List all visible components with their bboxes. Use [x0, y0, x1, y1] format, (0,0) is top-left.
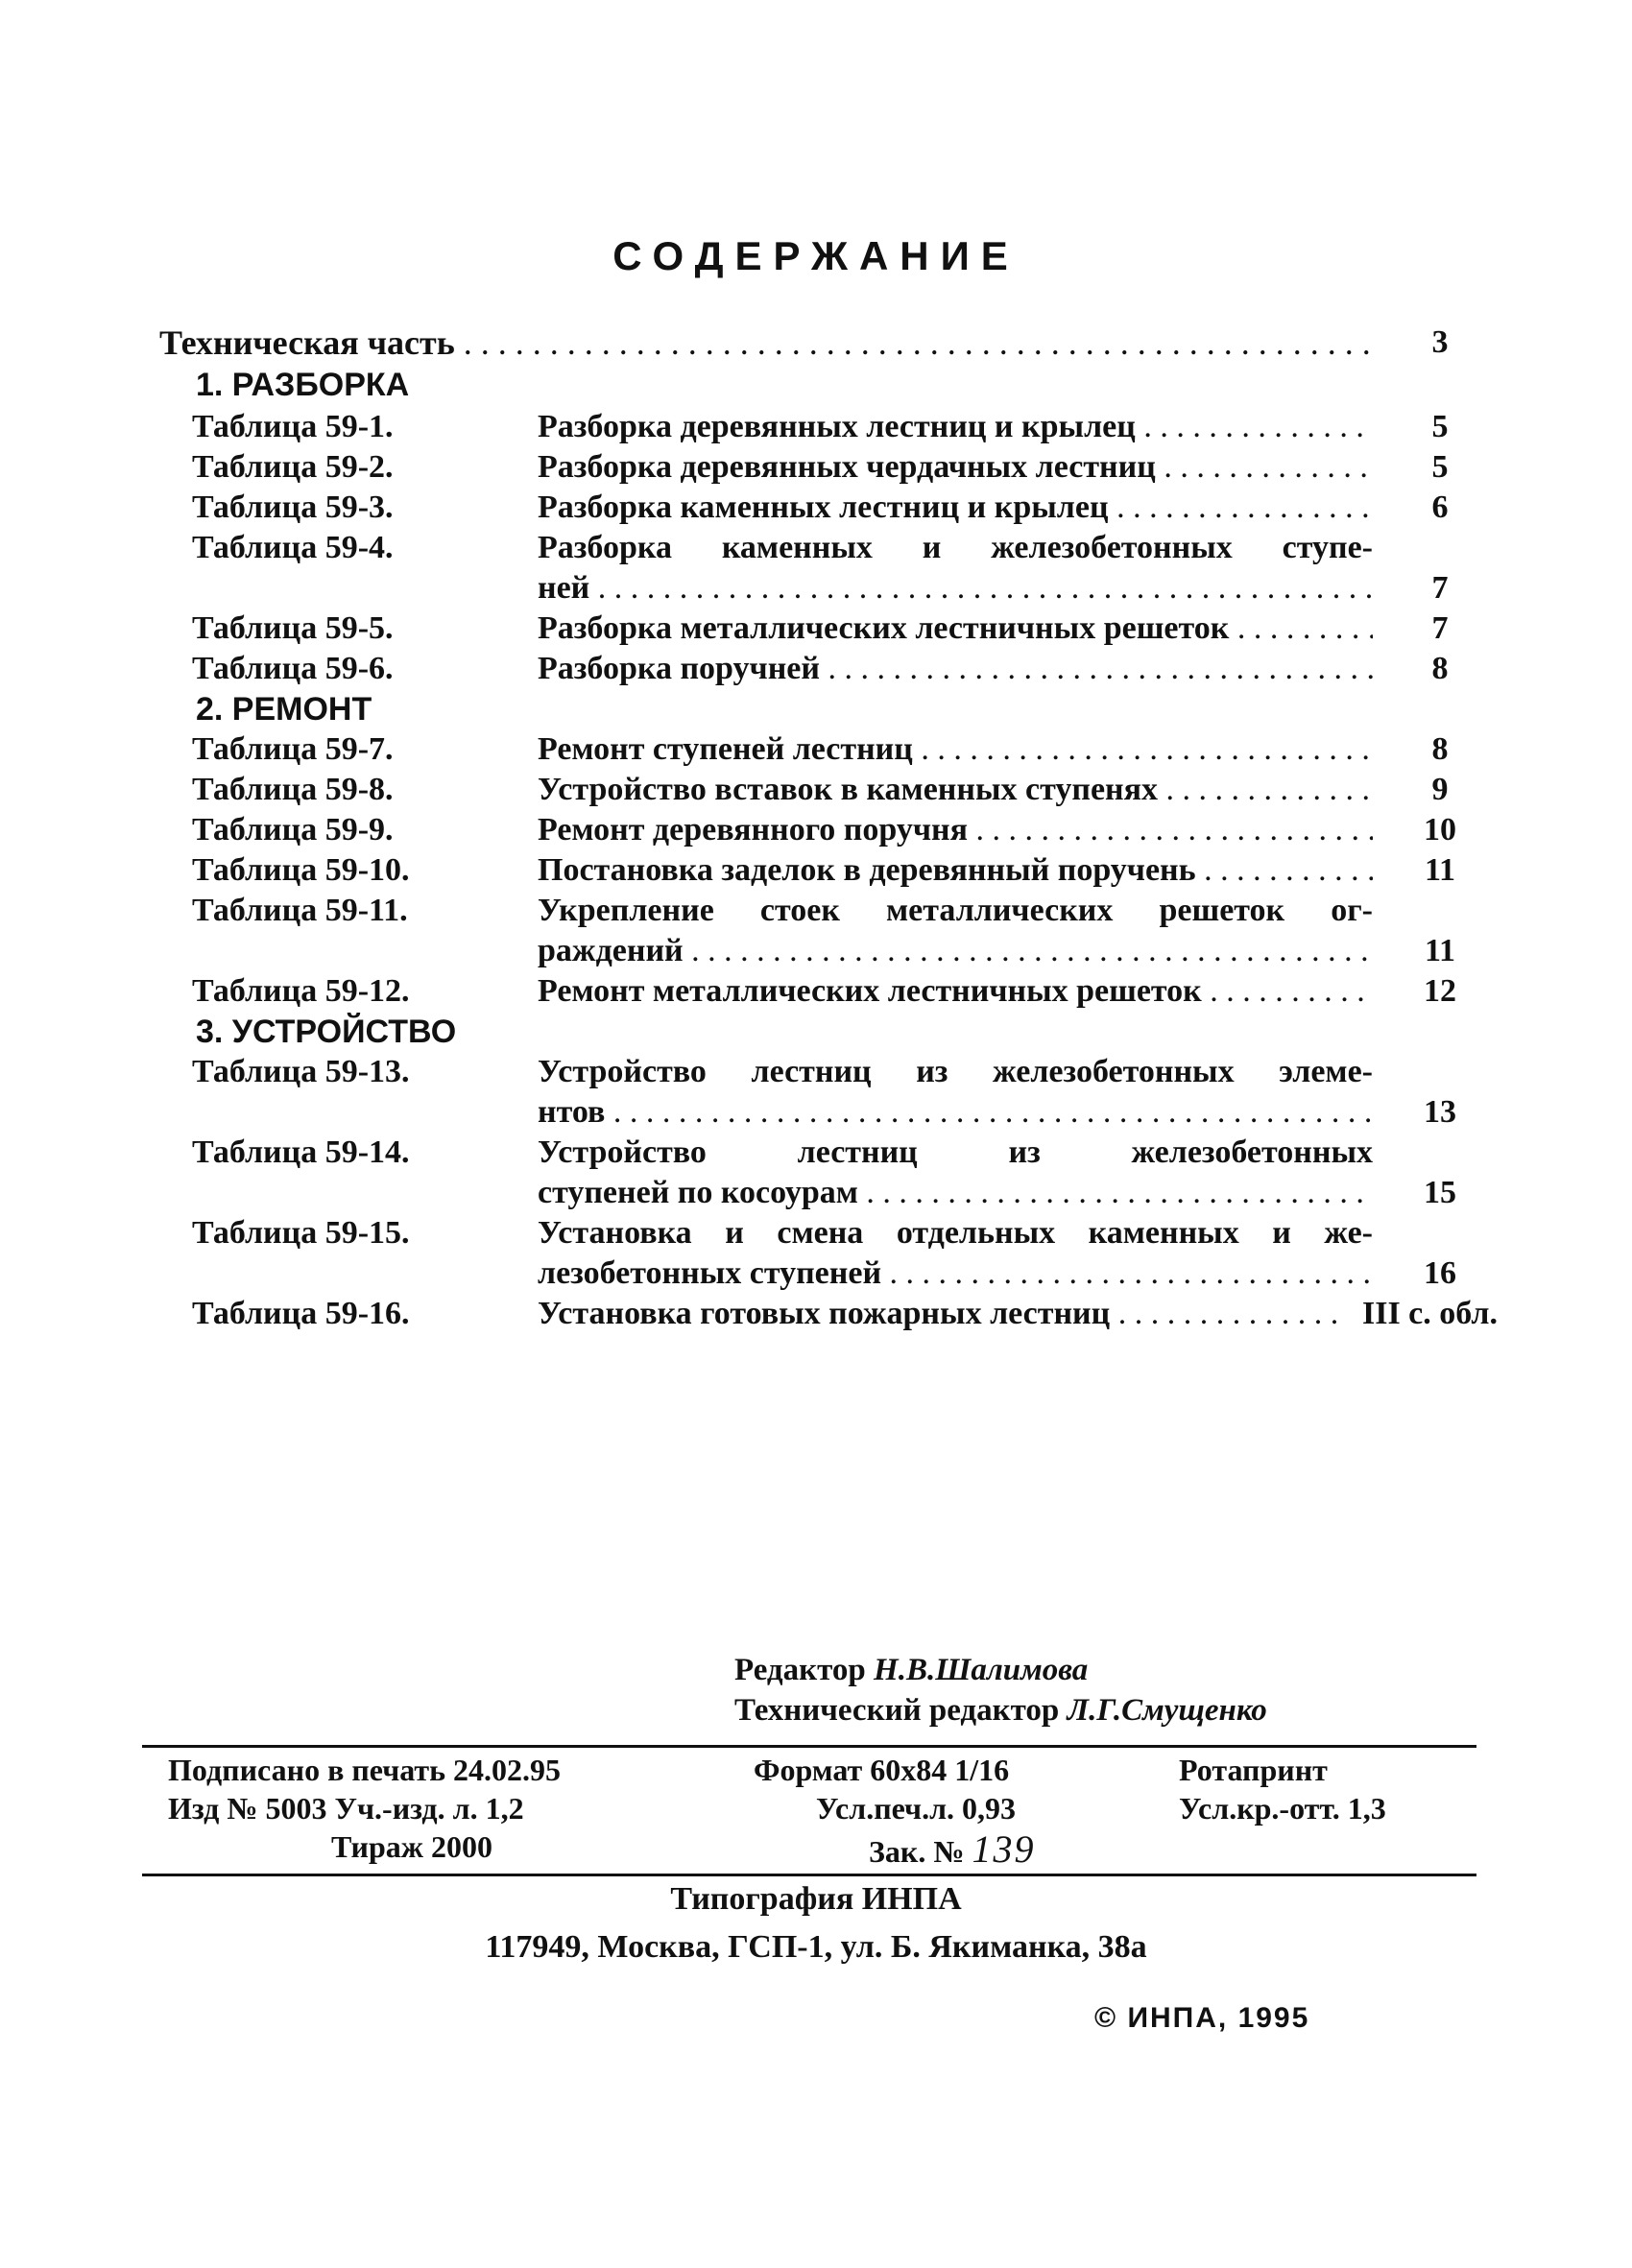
toc-page-number: 3: [1431, 324, 1449, 360]
document-page: СОДЕРЖАНИЕ Техническая часть . . . 3 1. РАЗБОРКА Таблица 59-1. Разборка деревянных лестниц и крылец . . . 5 Таблица 59-2. Разборка деревянных чердачных лестниц . . . 5 Таблица 59-3. Разборка каменных лестниц и крылец . . . 6 Таблица 59-4. Разборка каменных и железобетонных ступе- ней . . . 7 Таблица 59-5. Разборка металлических лестничных решеток . . . 7 Таблица 59-6. Разборка поручней . . . 8 2. РЕМОНТ Таблица 59-7. Ремонт ступеней лестниц . . . 8 Таблица 59-8. Устройство вставок в каменных ступенях . . . 9 Таблица 59-9. Ремонт деревянного поручня . . . 10 Таблица 59-10. Постановка заделок в деревянный поручень . . . 11 Таблица 59-11. Укрепление стоек металлических решеток ог- раждений . . . 11 Таблица 59-12. Ремонт металлических лестничных решеток . . . 12 3. УСТРОЙСТВО Таблица 59-13. Устройство лестниц из железобетонных элеме- нтов . . . 13 Таблица 59-14. Устройство лестниц из железобетонных ступеней по косоурам . . . 15 Таблица 59-15. Установка и смена отдельных каменных и же- лезобетонных ступеней . . . 16 Таблица 59-16. Установка готовых пожарных лестниц . . . III с. обл. Редактор Н.В.Шалимова Технический редактор Л.Г.Смущенко Подписано в печать 24.02.95 Формат 60x84 1/16 Ротапринт Изд № 5003 Уч.-изд. л. 1,2 Усл.печ.л. 0,93 Усл.кр.-отт. 1,3 Тираж 2000 Зак. № 139 Типография ИНПА 117949, Москва, ГСП-1, ул. Б. Якиманка, 38а © ИНПА, 1995: [0, 0, 1632, 2268]
imprint-format: Формат 60x84 1/16: [754, 1753, 1010, 1787]
printer-name: Типография ИНПА: [670, 1881, 962, 1917]
order-number-handwritten: 139: [972, 1827, 1036, 1871]
toc-intro-label: Техническая часть . . .: [159, 322, 1373, 363]
imprint-usl-kr: Усл.кр.-отт. 1,3: [1179, 1791, 1386, 1826]
printer-address: 117949, Москва, ГСП-1, ул. Б. Якиманка, 38а: [485, 1929, 1147, 1965]
divider-top: [142, 1745, 1476, 1748]
editor-credit: Редактор Н.В.Шалимова: [734, 1653, 1089, 1687]
imprint-izd: Изд № 5003 Уч.-изд. л. 1,2: [168, 1791, 524, 1826]
copyright: © ИНПА, 1995: [1094, 2002, 1310, 2034]
imprint-usl-pech: Усл.печ.л. 0,93: [816, 1791, 1017, 1826]
page-title: СОДЕРЖАНИЕ: [612, 233, 1020, 278]
imprint-order: Зак. № 139: [869, 1827, 1036, 1871]
imprint-signed: Подписано в печать 24.02.95: [168, 1753, 562, 1787]
imprint-method: Ротапринт: [1179, 1753, 1328, 1787]
imprint-tirazh: Тираж 2000: [331, 1829, 492, 1864]
divider-bottom: [142, 1874, 1476, 1876]
tech-editor-credit: Технический редактор Л.Г.Смущенко: [734, 1693, 1267, 1728]
